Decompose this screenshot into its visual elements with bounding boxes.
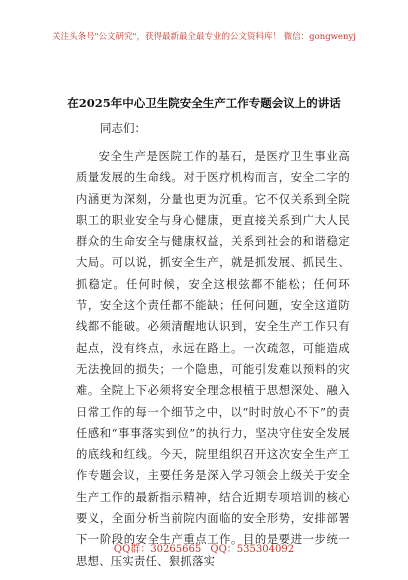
document-title: 在2025年中心卫生院安全生产工作专题会议上的讲话 <box>67 96 341 110</box>
footer-contact: QQ群：30265665 QQ：535304092 <box>113 544 295 555</box>
body-paragraph: 安全生产是医院工作的基石，是医疗卫生事业高质量发展的生命线。对于医疗机构而言，安全二字的内涵更为深刻，分量也更为沉重。它不仅关系到全院职工的职业安全与身心健康，更直接关系到广大人民群众的生命安全与健康权益，关系到社会的和谐稳定大局。可以说，抓安全生产，就是抓发展、抓民生、抓稳定。任何时候，安全这根弦都不能松；任何环节，安全这个责任都不能缺；任何问题，安全这道防线都不能破。必须清醒地认识到，安全生产工作只有起点，没有终点，永远在路上。一次疏忽，可能造成无法挽回的损失；一个隐患，可能引发难以预料的灾难。全院上下必须将安全理念根植于思想深处、融入日常工作的每一个细节之中，以“时时放心不下”的责任感和“事事落实到位”的执行力，坚决守住安全发展的底线和红线。今天，院里组织召开这次安全生产工作专题会议，主要任务是深入学习领会上级关于安全生产工作的最新指示精神，结合近期专项培训的核心要义，全面分析当前院内面临的安全形势，安排部署下一阶段的安全生产重点工作。目的是要进一步统一思想、压实责任、狠抓落实 <box>76 150 350 568</box>
greeting: 同志们： <box>100 121 146 135</box>
header-banner: 关注头条号"公文研究"，获得最新最全最专业的公文资料库！ 微信：gongwenyj <box>52 32 356 42</box>
